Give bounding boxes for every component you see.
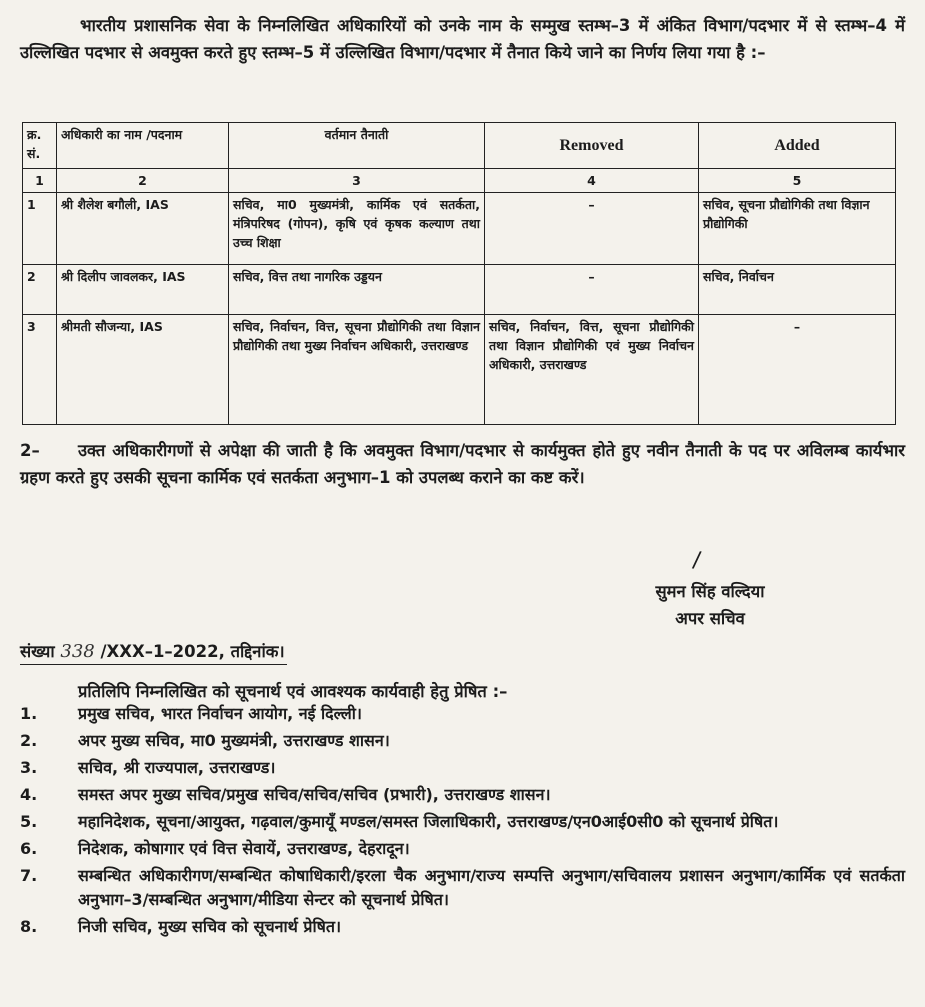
colnum-1: 1 (23, 169, 57, 193)
list-number: 5. (20, 812, 38, 831)
row-name: श्री दिलीप जावलकर, IAS (57, 265, 229, 315)
list-number: 6. (20, 839, 38, 858)
list-text: समस्त अपर मुख्य सचिव/प्रमुख सचिव/सचिव/सचिव (प्रभारी), उत्तराखण्ड शासन। (78, 785, 551, 804)
row-name: श्रीमती सौजन्या, IAS (57, 315, 229, 425)
list-number: 7. (20, 866, 38, 885)
intro-paragraph: भारतीय प्रशासनिक सेवा के निम्नलिखित अधिकारियों को उनके नाम के सम्मुख स्तम्भ–3 में अंकित विभाग/पदभार में से स्तम्भ–4 में उल्लिखित पदभार से अवमुक्त करते हुए स्तम्भ–5 में उल्लिखित विभाग/पदभार में तैनात किये जाने का निर्णय लिया गया है :– (20, 16, 905, 62)
colnum-4: 4 (485, 169, 699, 193)
table-header-row (23, 123, 896, 169)
list-text: सचिव, श्री राज्यपाल, उत्तराखण्ड। (78, 758, 276, 777)
ref-prefix: संख्या (20, 642, 55, 661)
ref-suffix: /XXX–1–2022, तद्दिनांक। (100, 642, 285, 661)
reference-number (20, 640, 287, 665)
header-sno: क्र. सं. (23, 123, 57, 169)
row-current: सचिव, निर्वाचन, वित्त, सूचना प्रौद्योगिकी तथा विज्ञान प्रौद्योगिकी तथा मुख्य निर्वाचन अधिकारी, उत्तराखण्ड (229, 315, 485, 425)
list-number: 1. (20, 704, 38, 723)
list-text: सम्बन्धित अधिकारीगण/सम्बन्धित कोषाधिकारी/इरला चैक अनुभाग/राज्य सम्पत्ति अनुभाग/सचिवालय प्रशासन अनुभाग/कार्मिक एवं सतर्कता अनुभाग–3/सम्बन्धित अनुभाग/मीडिया सेन्टर को सूचनार्थ प्रेषित। (78, 866, 905, 909)
list-number: 2. (20, 731, 38, 750)
table-row (23, 265, 896, 315)
copy-heading: प्रतिलिपि निम्नलिखित को सूचनार्थ एवं आवश्यक कार्यवाही हेतु प्रेषित :– (78, 682, 508, 701)
list-item (20, 729, 905, 753)
list-number: 8. (20, 917, 38, 936)
header-name: अधिकारी का नाम /पदनाम (57, 123, 229, 169)
para-number: 2– (20, 441, 40, 460)
para-text: उक्त अधिकारीगणों से अपेक्षा की जाती है कि अवमुक्त विभाग/पदभार से कार्यमुक्त होते हुए नवीन तैनाती के पद पर अविलम्ब कार्यभार ग्रहण करते हुए उसकी सूचना कार्मिक एवं सतर्कता अनुभाग–1 को उपलब्ध कराने का कष्ट करें। (20, 441, 905, 487)
colnum-3: 3 (229, 169, 485, 193)
signatory-name: सुमन सिंह वल्दिया (655, 582, 765, 601)
posting-table (22, 122, 896, 425)
table-row (23, 193, 896, 265)
list-text: निदेशक, कोषागार एवं वित्त सेवायें, उत्तराखण्ड, देहरादून। (78, 839, 410, 858)
signature-block (600, 578, 820, 632)
row-added: सचिव, निर्वाचन (699, 265, 896, 315)
row-name: श्री शैलेश बगौली, IAS (57, 193, 229, 265)
row-current: सचिव, मा0 मुख्यमंत्री, कार्मिक एवं सतर्कता, मंत्रिपरिषद (गोपन), कृषि एवं कृषक कल्याण तथा उच्च शिक्षा (229, 193, 485, 265)
instruction-paragraph (20, 437, 905, 491)
list-item (20, 810, 905, 834)
row-added: – (699, 315, 896, 425)
colnum-2: 2 (57, 169, 229, 193)
row-removed: सचिव, निर्वाचन, वित्त, सूचना प्रौद्योगिकी तथा विज्ञान प्रौद्योगिकी एवं मुख्य निर्वाचन अधिकारी, उत्तराखण्ड (485, 315, 699, 425)
list-text: महानिदेशक, सूचना/आयुक्त, गढ़वाल/कुमायूँ मण्डल/समस्त जिलाधिकारी, उत्तराखण्ड/एन0आई0सी0 को सूचनार्थ प्रेषित। (78, 812, 779, 831)
list-item (20, 837, 905, 861)
list-text: अपर मुख्य सचिव, मा0 मुख्यमंत्री, उत्तराखण्ड शासन। (78, 731, 390, 750)
list-number: 3. (20, 758, 38, 777)
list-text: निजी सचिव, मुख्य सचिव को सूचनार्थ प्रेषित। (78, 917, 342, 936)
copy-list (20, 702, 905, 942)
list-item (20, 702, 905, 726)
row-sno: 2 (23, 265, 57, 315)
signatory-designation: अपर सचिव (675, 609, 745, 628)
list-item (20, 783, 905, 807)
row-sno: 3 (23, 315, 57, 425)
ref-handwritten-number: 338 (60, 641, 95, 662)
column-number-row (23, 169, 896, 193)
row-added: सचिव, सूचना प्रौद्योगिकी तथा विज्ञान प्रौद्योगिकी (699, 193, 896, 265)
table-row (23, 315, 896, 425)
row-sno: 1 (23, 193, 57, 265)
list-item (20, 756, 905, 780)
header-removed: Removed (485, 123, 699, 169)
header-current: वर्तमान तैनाती (229, 123, 485, 169)
list-item (20, 915, 905, 939)
list-item (20, 864, 905, 912)
row-current: सचिव, वित्त तथा नागरिक उड्डयन (229, 265, 485, 315)
row-removed: – (485, 265, 699, 315)
list-text: प्रमुख सचिव, भारत निर्वाचन आयोग, नई दिल्ली। (78, 704, 362, 723)
signature-mark: / (691, 547, 703, 574)
colnum-5: 5 (699, 169, 896, 193)
list-number: 4. (20, 785, 38, 804)
header-added: Added (699, 123, 896, 169)
row-removed: – (485, 193, 699, 265)
